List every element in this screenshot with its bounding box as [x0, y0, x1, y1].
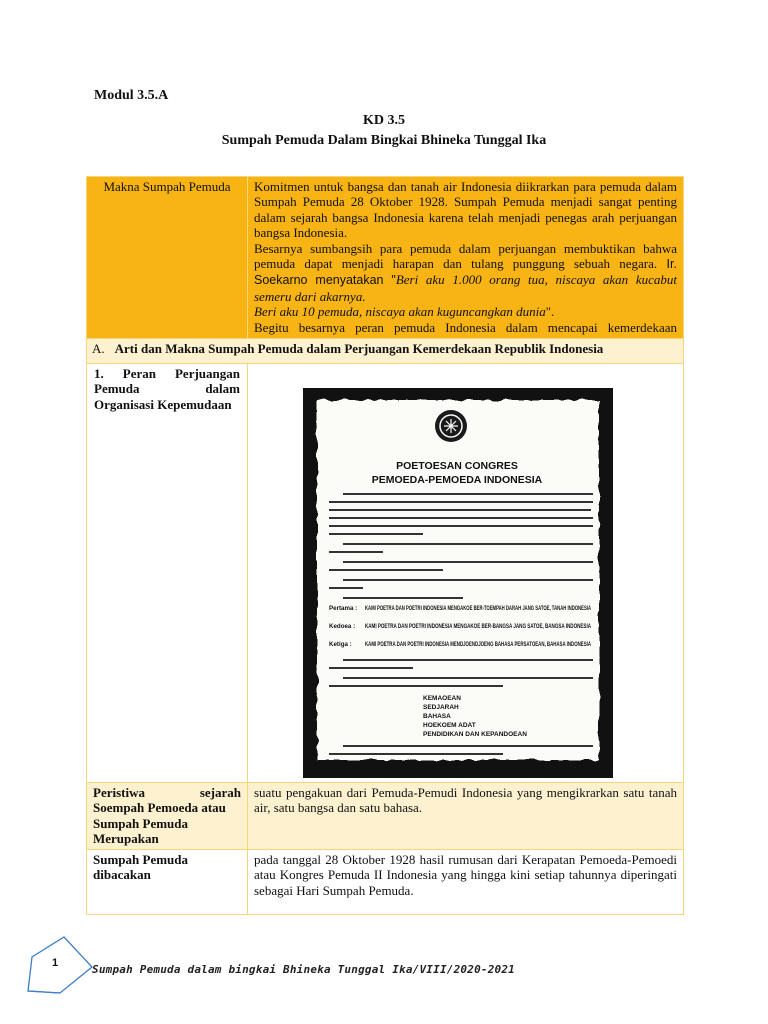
- makna-row: [87, 177, 684, 339]
- doc-list-item-5: PENDIDIKAN DAN KEPANDOEAN: [423, 731, 527, 739]
- document-scan: [303, 388, 613, 778]
- makna-p2-text: Besarnya sumbangsih para pemuda dalam perjuangan membuktikan bahwa pemuda dapat menjadi harapan dan tulang punggung sebuah negara.: [254, 240, 677, 272]
- peran-label-line-3: Organisasi Kepemudaan: [94, 396, 232, 412]
- doc-oath-3-label: Ketiga :: [329, 641, 352, 649]
- peran-label-line-1: 1. Peran Perjuangan: [94, 366, 240, 382]
- section-a-row: [87, 339, 684, 364]
- quote-close: ".: [545, 304, 555, 320]
- section-a-title: Arti dan Makna Sumpah Pemuda dalam Perjuangan Kemerdekaan Republik Indonesia: [114, 341, 604, 357]
- makna-label: Makna Sumpah Pemuda: [87, 177, 248, 339]
- quote-line-2: Beri aku 10 pemuda, niscaya akan kuguncangkan dunia: [254, 304, 546, 320]
- peristiwa-content: suatu pengakuan dari Pemuda-Pemudi Indonesia yang mengikrarkan satu tanah air, satu bangsa dan satu bahasa.: [248, 783, 684, 850]
- peran-label: [87, 364, 248, 783]
- peristiwa-label-line-3: Sumpah Pemuda: [93, 815, 188, 831]
- sumpah-pemuda-document-image: [303, 388, 613, 778]
- soekarno-quote-intro: Ir. Soekarno menyatakan ": [254, 257, 677, 288]
- dibacakan-label-line-1: Sumpah Pemuda: [93, 851, 188, 867]
- document-image-cell: [248, 364, 684, 783]
- section-a-letter: A.: [92, 341, 105, 357]
- peristiwa-label-line-4: Merupakan: [93, 831, 159, 847]
- doc-oath-3: KAMI POETRA DAN POETRI INDONESIA MENDJOENDJOENG BAHASA PERSATOEAN, BAHASA INDONESIA: [365, 641, 592, 649]
- makna-paragraph-1: Komitmen untuk bangsa dan tanah air Indonesia diikrarkan para pemuda dalam Sumpah Pemuda 28 Oktober 1928. Sumpah Pemuda menjadi sangat penting dalam sejarah bangsa Indonesia karena telah menjadi penegas arah perjuangan bangsa Indonesia.: [254, 179, 677, 241]
- dibacakan-content: pada tanggal 28 Oktober 1928 hasil rumusan dari Kerapatan Pemoeda-Pemoedi atau Kongres Pemuda II Indonesia yang hingga kini setiap tahunnya diperingati sebagai Hari Sumpah Pemuda.: [248, 849, 684, 914]
- makna-paragraph-quote-2: [254, 304, 677, 319]
- peran-label-line-2: Pemuda dalam: [94, 381, 240, 397]
- peristiwa-label-line-1: Peristiwa sejarah: [93, 785, 241, 801]
- doc-list-item-4: HOEKOEM ADAT: [423, 722, 476, 730]
- dibacakan-label: [87, 849, 248, 914]
- dibacakan-row: [87, 849, 684, 914]
- doc-title-1: POETOESAN CONGRES: [396, 460, 518, 473]
- page-number-badge-icon: [20, 933, 100, 1003]
- makna-p3-text: Begitu besarnya peran pemuda Indonesia dalam mencapai kemerdekaan: [254, 319, 677, 335]
- kd-heading: KD 3.5: [363, 113, 405, 128]
- peran-row: [87, 364, 684, 783]
- section-a-heading: [87, 339, 684, 364]
- content-table: [86, 176, 684, 915]
- doc-oath-2-label: Kedoea :: [329, 623, 356, 631]
- makna-paragraph-3: [254, 320, 677, 335]
- doc-oath-1: KAMI POETRA DAN POETRI INDONESIA MENGAKOE BER-TOEMPAH DARAH JANG SATOE, TANAH INDONESIA: [365, 605, 592, 613]
- dibacakan-label-line-2: dibacakan: [93, 867, 151, 883]
- makna-paragraph-2: [254, 241, 677, 305]
- doc-oath-2: KAMI POETRA DAN POETRI INDONESIA MENGAKOE BER-BANGSA JANG SATOE, BANGSA INDONESIA: [365, 623, 592, 631]
- emblem-icon: [435, 410, 467, 442]
- makna-content: [248, 177, 684, 339]
- footer-text: Sumpah Pemuda dalam bingkai Bhineka Tunggal Ika/VIII/2020-2021: [92, 963, 515, 976]
- doc-title-2: PEMOEDA-PEMOEDA INDONESIA: [371, 474, 543, 487]
- module-label: Modul 3.5.A: [94, 88, 169, 103]
- doc-list-item-2: SEDJARAH: [423, 704, 459, 712]
- doc-oath-1-label: Pertama :: [329, 605, 358, 613]
- doc-list-item-3: BAHASA: [423, 713, 451, 721]
- peristiwa-label-line-2: Soempah Pemoeda atau: [93, 800, 226, 816]
- peristiwa-row: [87, 783, 684, 850]
- doc-list-item-1: KEMAOEAN: [423, 695, 461, 703]
- quote-line-1: Beri aku 1.000 orang tua, niscaya akan kucabut semeru dari akarnya.: [254, 272, 677, 304]
- page-title: Sumpah Pemuda Dalam Bingkai Bhineka Tunggal Ika: [221, 133, 547, 148]
- page-number: 1: [52, 957, 59, 969]
- peristiwa-label: [87, 783, 248, 850]
